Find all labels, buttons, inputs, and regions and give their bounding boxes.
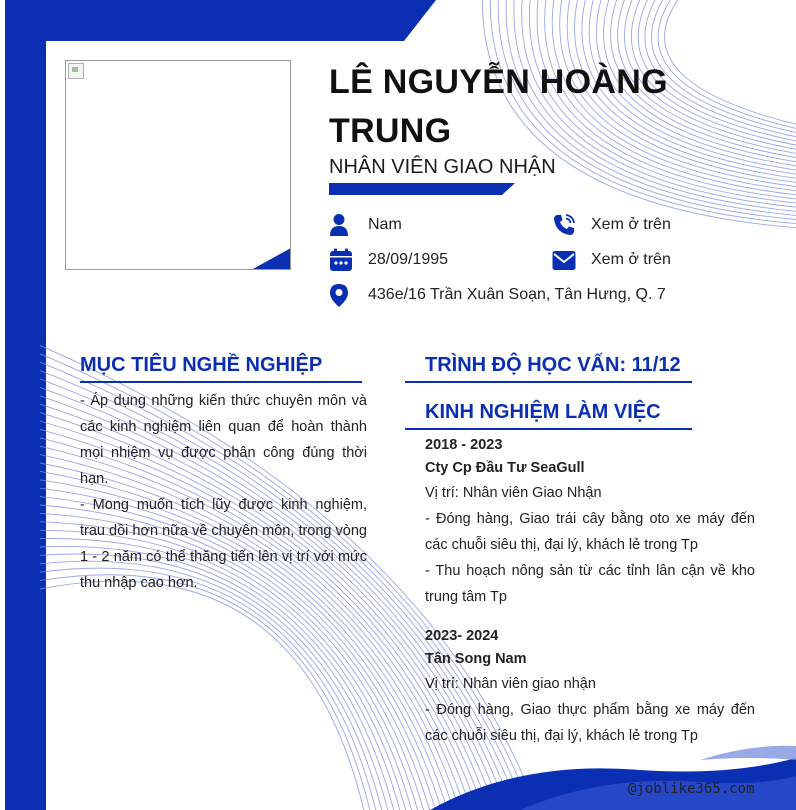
contour-line	[40, 568, 377, 810]
objective-paragraph: - Áp dụng những kiến thức chuyên môn và các kinh nghiệm liên quan để hoàn thành mọi nhiệm vụ được phân công đúng thời hạn.	[80, 393, 367, 487]
objective-divider	[80, 381, 362, 383]
contour-line	[40, 581, 365, 810]
experience-duty: - Thu hoạch nông sản từ các tỉnh lân cận về kho trung tâm Tp	[425, 563, 755, 605]
experience-company: Cty Cp Đầu Tư SeaGull	[425, 460, 585, 476]
calendar-icon	[329, 248, 353, 272]
job-title: NHÂN VIÊN GIAO NHẬN	[329, 156, 556, 178]
experience-duty: - Đóng hàng, Giao thực phẩm bằng xe máy đến các chuỗi siêu thị, đại lý, khách lẻ trong Tp	[425, 702, 755, 744]
objective-title: MỤC TIÊU NGHỀ NGHIỆP	[80, 354, 323, 376]
experience-title: KINH NGHIỆM LÀM VIỆC	[425, 401, 661, 423]
birthday-value: 28/09/1995	[368, 251, 449, 268]
candidate-name: LÊ NGUYỄN HOÀNG TRUNG	[329, 63, 668, 150]
contour-line	[40, 575, 371, 810]
email-value: Xem ở trên	[591, 251, 671, 268]
education-divider	[405, 381, 692, 383]
education-title: TRÌNH ĐỘ HỌC VẤN: 11/12	[425, 354, 681, 376]
profile-photo	[65, 60, 291, 270]
address-value: 436e/16 Trần Xuân Soạn, Tân Hưng, Q. 7	[368, 286, 666, 303]
person-icon	[329, 213, 353, 237]
experience-duty: - Đóng hàng, Giao trái cây bằng oto xe máy đến các chuỗi siêu thị, đại lý, khách lẻ trong Tp	[425, 511, 755, 553]
objective-text	[80, 388, 367, 596]
broken-image-icon	[68, 63, 84, 79]
experience-period: 2023- 2024	[425, 628, 499, 644]
experience-company: Tân Song Nam	[425, 651, 527, 667]
phone-icon	[552, 213, 576, 237]
envelope-icon	[552, 248, 576, 272]
photo-corner-accent	[251, 248, 291, 270]
gender-value: Nam	[368, 216, 402, 233]
experience-position: Vị trí: Nhân viên Giao Nhận	[425, 485, 602, 501]
watermark: @joblike365.com	[628, 781, 755, 797]
experience-divider	[405, 428, 692, 430]
experience-period: 2018 - 2023	[425, 437, 503, 453]
experience-position: Vị trí: Nhân viên giao nhận	[425, 676, 596, 692]
experience-item	[425, 625, 755, 749]
phone-value: Xem ở trên	[591, 216, 671, 233]
job-title-underline	[329, 183, 515, 195]
experience-item	[425, 434, 755, 610]
location-pin-icon	[329, 283, 353, 307]
objective-paragraph: - Mong muốn tích lũy được kinh nghiệm, trau dồi hơn nữa về chuyên môn, trong vòng 1 - 2 năm có thể thăng tiến lên vị trí với mức thu nhập cao hơn.	[80, 497, 367, 591]
